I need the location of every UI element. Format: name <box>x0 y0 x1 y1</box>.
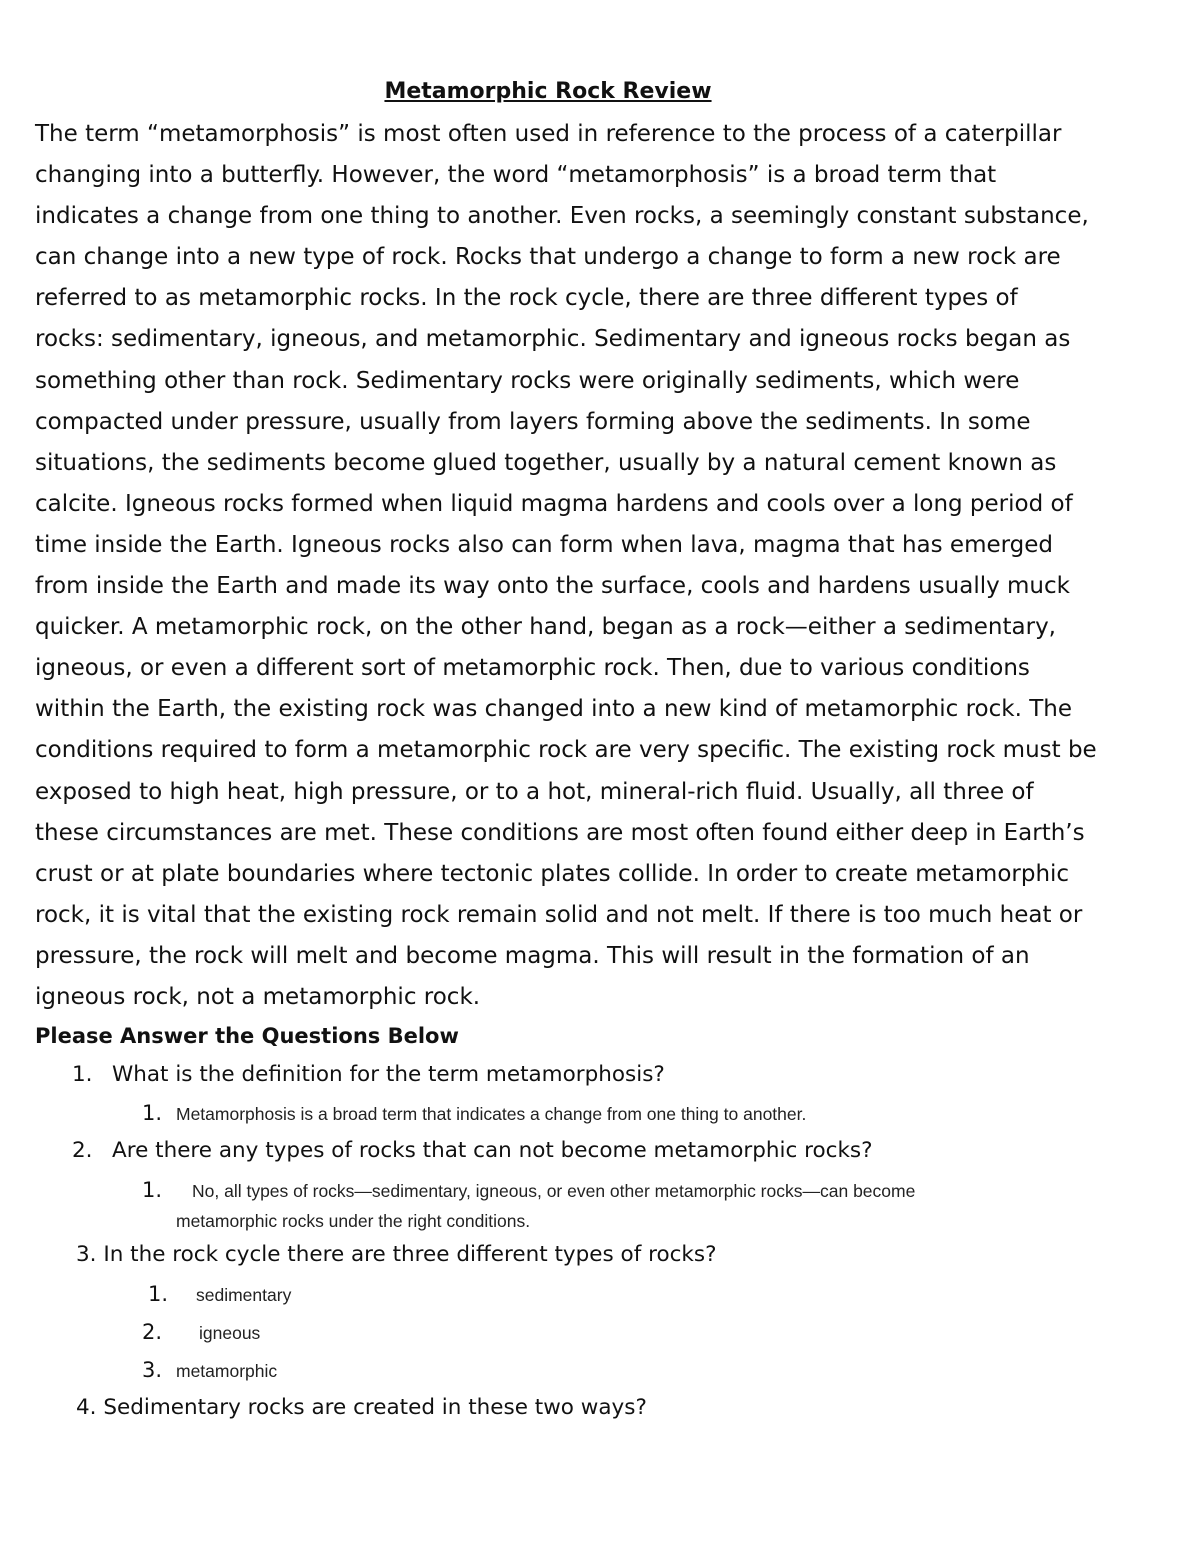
answer-text: Metamorphosis is a broad term that indicates a change from one thing to another. <box>176 1104 807 1124</box>
intro-line: from inside the Earth and made its way onto the surface, cools and hardens usually muck <box>35 573 1070 600</box>
intro-line: situations, the sediments become glued together, usually by a natural cement known as <box>35 449 1057 476</box>
intro-line: these circumstances are met. These conditions are most often found either deep in Earth’s <box>35 819 1085 846</box>
intro-line: compacted under pressure, usually from layers forming above the sediments. In some <box>35 408 1031 435</box>
question-1 <box>72 1059 665 1091</box>
answer-2-continuation: metamorphic rocks under the right conditions. <box>176 1211 531 1231</box>
answer-text-line-1: No, all types of rocks—sedimentary, igneous, or even other metamorphic rocks—can become <box>192 1181 916 1201</box>
question-3: 3. In the rock cycle there are three different types of rocks? <box>76 1242 717 1267</box>
answer-number: 3. <box>142 1358 163 1382</box>
intro-line: within the Earth, the existing rock was changed into a new kind of metamorphic rock. The <box>35 696 1072 723</box>
answer-number: 1. <box>142 1178 163 1202</box>
questions-heading: Please Answer the Questions Below <box>35 1024 459 1048</box>
intro-line: rock, it is vital that the existing rock remain solid and not melt. If there is too much heat or <box>35 901 1083 928</box>
intro-line: rocks: sedimentary, igneous, and metamorphic. Sedimentary and igneous rocks began as <box>35 326 1071 353</box>
intro-line: quicker. A metamorphic rock, on the other hand, began as a rock—either a sedimentary, <box>35 614 1056 641</box>
answer-number: 1. <box>142 1101 163 1125</box>
intro-line: something other than rock. Sedimentary rocks were originally sediments, which were <box>35 367 1020 394</box>
answer-number: 1. <box>148 1282 169 1306</box>
intro-line: pressure, the rock will melt and become magma. This will result in the formation of an <box>35 942 1030 969</box>
intro-line: igneous rock, not a metamorphic rock. <box>35 983 481 1010</box>
question-2 <box>72 1135 873 1167</box>
answer-text: sedimentary <box>196 1285 292 1305</box>
intro-line: The term “metamorphosis” is most often used in reference to the process of a caterpillar <box>35 121 1062 147</box>
document-title: Metamorphic Rock Review <box>384 79 712 104</box>
answer-3-item <box>148 1279 291 1310</box>
answer-3-item <box>142 1355 277 1386</box>
answer-text: metamorphic <box>176 1361 278 1381</box>
question-text: Are there any types of rocks that can not become metamorphic rocks? <box>112 1138 873 1163</box>
answer-2 <box>142 1175 915 1206</box>
question-text: What is the definition for the term metamorphosis? <box>112 1062 665 1087</box>
intro-line: indicates a change from one thing to another. Even rocks, a seemingly constant substance, <box>35 203 1089 230</box>
intro-line: exposed to high heat, high pressure, or to a hot, mineral-rich fluid. Usually, all three of <box>35 778 1034 805</box>
question-number: 1. <box>72 1062 93 1087</box>
answer-3-item <box>142 1317 260 1348</box>
intro-line: igneous, or even a different sort of metamorphic rock. Then, due to various conditions <box>35 655 1030 682</box>
intro-line: time inside the Earth. Igneous rocks also can form when lava, magma that has emerged <box>35 531 1054 558</box>
intro-line: referred to as metamorphic rocks. In the rock cycle, there are three different types of <box>35 285 1018 312</box>
question-number: 2. <box>72 1138 93 1163</box>
answer-text: igneous <box>199 1323 261 1343</box>
intro-line: crust or at plate boundaries where tectonic plates collide. In order to create metamorphic <box>35 860 1070 887</box>
intro-line: calcite. Igneous rocks formed when liquid magma hardens and cools over a long period of <box>35 490 1073 517</box>
intro-line: can change into a new type of rock. Rocks that undergo a change to form a new rock are <box>35 244 1061 271</box>
intro-line: changing into a butterfly. However, the word “metamorphosis” is a broad term that <box>35 162 997 189</box>
intro-line: conditions required to form a metamorphic rock are very specific. The existing rock must be <box>35 737 1097 764</box>
question-4: 4. Sedimentary rocks are created in these two ways? <box>76 1395 647 1420</box>
intro-paragraph <box>35 114 1170 1018</box>
answer-1 <box>142 1098 806 1129</box>
answer-number: 2. <box>142 1320 163 1344</box>
